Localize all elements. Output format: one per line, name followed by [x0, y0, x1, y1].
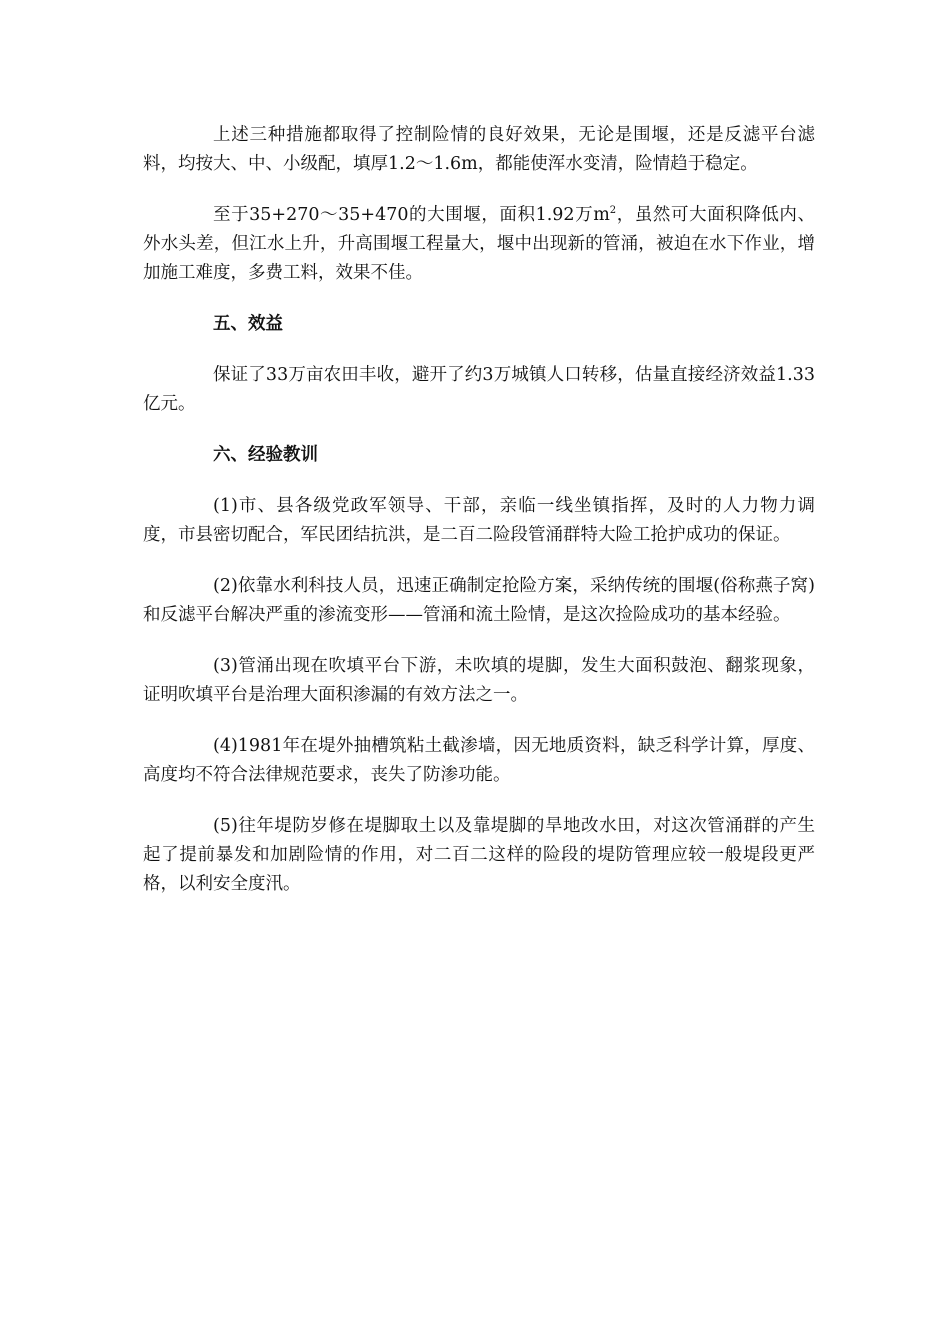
lesson-item-1: (1)市、县各级党政军领导、干部，亲临一线坐镇指挥，及时的人力物力调度，市县密切配合，军民团结抗洪，是二百二险段管涌群特大险工抢护成功的保证。 — [143, 496, 815, 545]
paragraph-large-cofferdam-text-b: ，虽然可大面积降低内、外水头差，但江水上升，升高围堰工程量大，堰中出现新的管涌，被迫在水下作业，增加施工难度，多费工料，效果不佳。 — [143, 205, 816, 283]
lesson-item-5: (5)往年堤防岁修在堤脚取土以及靠堤脚的旱地改水田，对这次管涌群的产生起了提前暴发和加剧险情的作用，对二百二这样的险段的堤防管理应较一般堤段更严格，以利安全度汛。 — [143, 816, 815, 894]
square-superscript: 2 — [609, 205, 617, 217]
paragraph-benefits: 保证了33万亩农田丰收，避开了约3万城镇人口转移，估量直接经济效益1.33亿元。 — [143, 365, 815, 414]
lesson-item-4: (4)1981年在堤外抽槽筑粘土截渗墙，因无地质资料，缺乏科学计算，厚度、高度均不符合法律规范要求，丧失了防渗功能。 — [143, 736, 815, 785]
paragraph-large-cofferdam — [143, 201, 815, 288]
document-page — [143, 121, 815, 921]
section-heading-benefits: 五、效益 — [213, 314, 283, 334]
lesson-item-3: (3)管涌出现在吹填平台下游，未吹填的堤脚，发生大面积鼓泡、翻浆现象，证明吹填平台是治理大面积渗漏的有效方法之一。 — [143, 656, 815, 705]
paragraph-large-cofferdam-text-a: 至于35+270～35+470的大围堰，面积1.92万m — [213, 205, 610, 225]
lesson-item-2: (2)依靠水利科技人员，迅速正确制定抢险方案，采纳传统的围堰(俗称燕子窝)和反滤平台解决严重的渗流变形——管涌和流土险情，是这次捡险成功的基本经验。 — [143, 576, 815, 625]
section-heading-lessons: 六、经验教训 — [213, 445, 318, 465]
paragraph-measures-effect: 上述三种措施都取得了控制险情的良好效果，无论是围堰，还是反滤平台滤料，均按大、中、小级配，填厚1.2～1.6m，都能使浑水变清，险情趋于稳定。 — [143, 125, 815, 174]
